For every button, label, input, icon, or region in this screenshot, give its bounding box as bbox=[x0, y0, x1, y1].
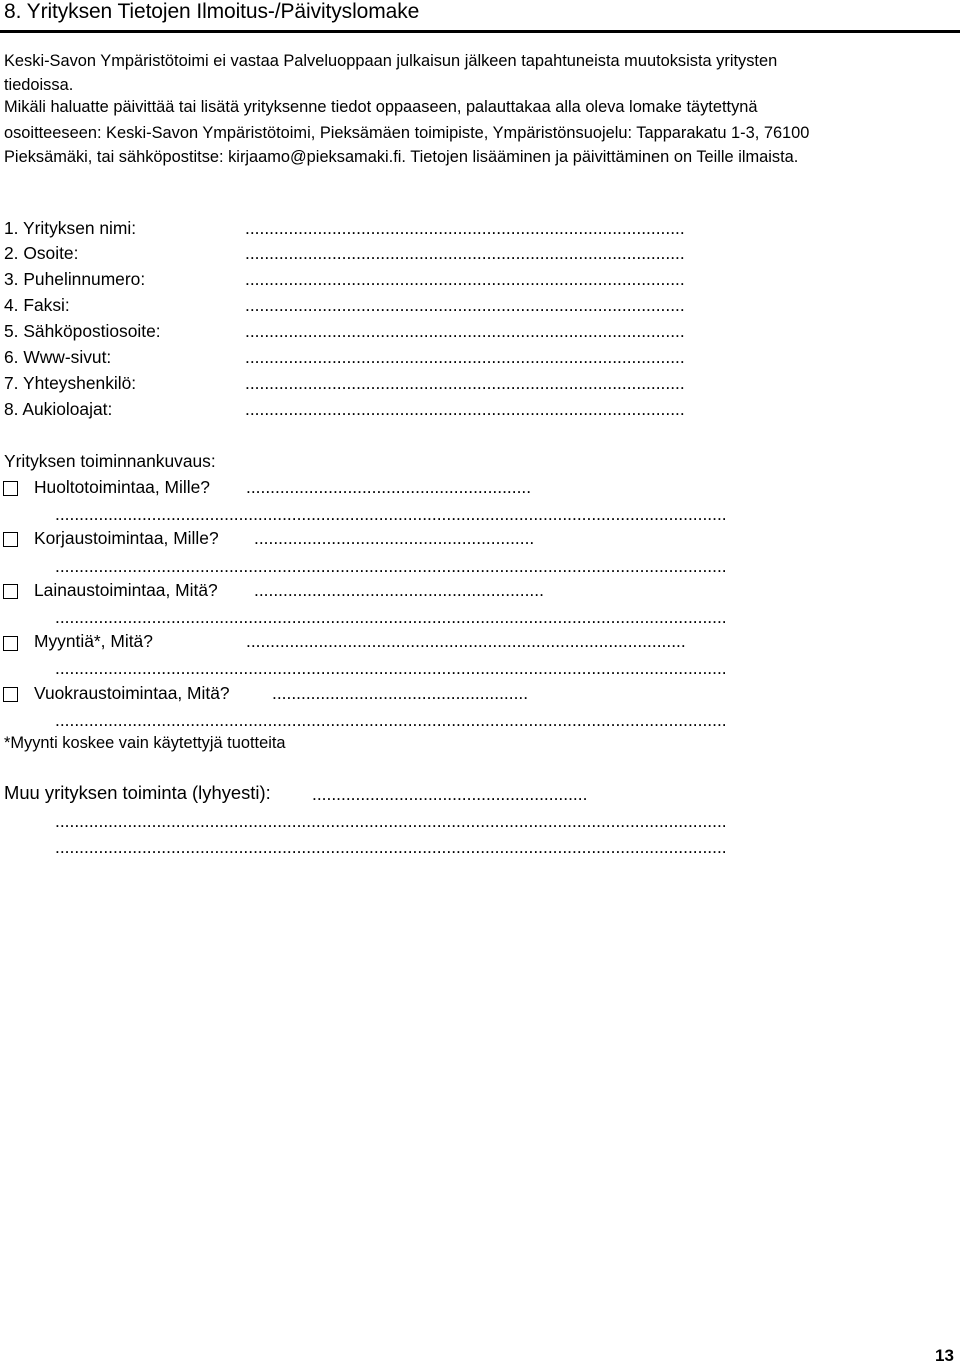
other-activity-label: Muu yrityksen toiminta (lyhyesti): bbox=[4, 782, 271, 803]
field-label-contact-person: 7. Yhteyshenkilö: bbox=[4, 373, 137, 393]
field-fax[interactable]: ........................................................................................... bbox=[245, 295, 685, 315]
page-title: 8. Yrityksen Tietojen Ilmoitus-/Päivityslomake bbox=[4, 0, 420, 23]
footnote: *Myynti koskee vain käytettyjä tuotteita bbox=[4, 734, 286, 752]
intro-line-4: osoitteeseen: Keski-Savon Ympäristötoimi, Pieksämäen toimipiste, Ympäristönsuojelu: Tapparakatu 1-3, 76100 bbox=[4, 124, 810, 142]
activity-label-repair: Korjaustoimintaa, Mille? bbox=[34, 528, 219, 548]
activity-field-sales-line2[interactable]: ........................................................................................................................................... bbox=[55, 658, 727, 678]
field-label-address: 2. Osoite: bbox=[4, 243, 79, 263]
checkbox-rental[interactable] bbox=[3, 687, 18, 702]
field-label-company-name: 1. Yrityksen nimi: bbox=[4, 218, 137, 238]
activity-field-lending-line2[interactable]: ........................................................................................................................................... bbox=[55, 607, 727, 627]
activity-field-maintenance[interactable]: ........................................................... bbox=[246, 477, 532, 497]
other-activity-field-line3[interactable]: ........................................................................................................................................... bbox=[55, 837, 727, 857]
intro-line-1: Keski-Savon Ympäristötoimi ei vastaa Palveluoppaan julkaisun jälkeen tapahtuneista muutoksista yritysten bbox=[4, 52, 778, 70]
other-activity-field[interactable]: ......................................................... bbox=[312, 784, 588, 804]
activity-label-lending: Lainaustoimintaa, Mitä? bbox=[34, 580, 218, 600]
checkbox-lending[interactable] bbox=[3, 584, 18, 599]
other-activity-field-line2[interactable]: ........................................................................................................................................... bbox=[55, 811, 727, 831]
checkbox-sales[interactable] bbox=[3, 636, 18, 651]
activity-field-rental[interactable]: ..................................................... bbox=[272, 683, 529, 703]
title-underline bbox=[0, 30, 960, 33]
field-label-opening-hours: 8. Aukioloajat: bbox=[4, 399, 113, 419]
activity-field-lending[interactable]: ............................................................ bbox=[254, 580, 544, 600]
activity-heading: Yrityksen toiminnankuvaus: bbox=[4, 451, 216, 471]
activity-field-sales[interactable]: ........................................................................................... bbox=[246, 631, 686, 651]
field-opening-hours[interactable]: ........................................................................................... bbox=[245, 399, 685, 419]
activity-field-rental-line2[interactable]: ........................................................................................................................................... bbox=[55, 710, 727, 730]
field-address[interactable]: ........................................................................................... bbox=[245, 243, 685, 263]
field-label-website: 6. Www-sivut: bbox=[4, 347, 112, 367]
field-contact-person[interactable]: ........................................................................................... bbox=[245, 373, 685, 393]
intro-line-3: Mikäli haluatte päivittää tai lisätä yrityksenne tiedot oppaaseen, palauttakaa alla oleva lomake täytettynä bbox=[4, 98, 758, 116]
activity-label-sales: Myyntiä*, Mitä? bbox=[34, 631, 153, 651]
field-label-email: 5. Sähköpostiosoite: bbox=[4, 321, 161, 341]
field-company-name[interactable]: ........................................................................................... bbox=[245, 218, 685, 238]
field-label-phone: 3. Puhelinnumero: bbox=[4, 269, 146, 289]
field-phone[interactable]: ........................................................................................... bbox=[245, 269, 685, 289]
activity-label-rental: Vuokraustoimintaa, Mitä? bbox=[34, 683, 230, 703]
activity-label-maintenance: Huoltotoimintaa, Mille? bbox=[34, 477, 210, 497]
checkbox-maintenance[interactable] bbox=[3, 481, 18, 496]
activity-field-repair[interactable]: .......................................................... bbox=[254, 528, 535, 548]
checkbox-repair[interactable] bbox=[3, 532, 18, 547]
activity-field-maintenance-line2[interactable]: ........................................................................................................................................... bbox=[55, 504, 727, 524]
field-email[interactable]: ........................................................................................... bbox=[245, 321, 685, 341]
page-number: 13 bbox=[935, 1346, 954, 1365]
field-website[interactable]: ........................................................................................... bbox=[245, 347, 685, 367]
intro-line-2: tiedoissa. bbox=[4, 76, 74, 94]
field-label-fax: 4. Faksi: bbox=[4, 295, 70, 315]
activity-field-repair-line2[interactable]: ........................................................................................................................................... bbox=[55, 556, 727, 576]
intro-line-5: Pieksämäki, tai sähköpostitse: kirjaamo@pieksamaki.fi. Tietojen lisääminen ja päivittäminen on Teille ilmaista. bbox=[4, 148, 799, 166]
